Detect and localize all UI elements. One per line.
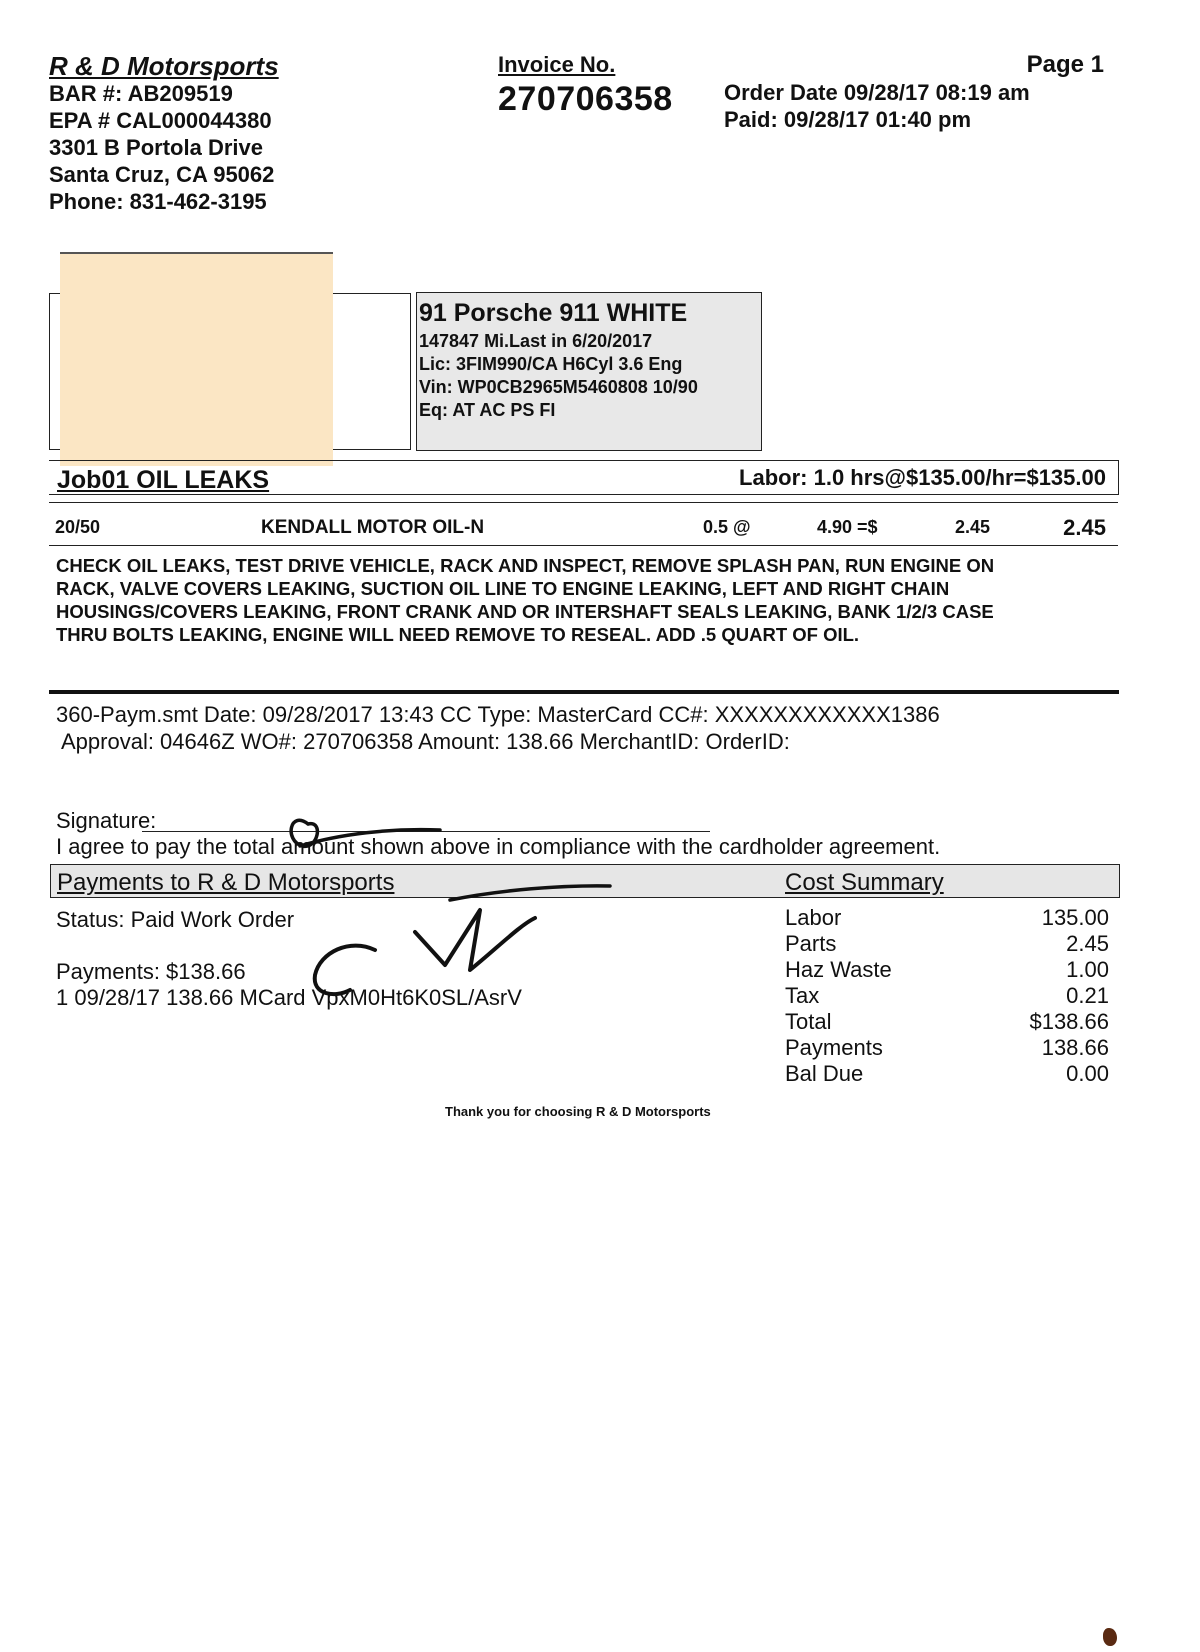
handwritten-signature	[280, 800, 640, 1020]
part-unit-price: 4.90 =$	[817, 517, 878, 537]
cost-summary-header: Cost Summary	[785, 869, 944, 896]
shop-address: 3301 B Portola Drive	[49, 135, 263, 160]
shop-phone: Phone: 831-462-3195	[49, 189, 267, 214]
vehicle-box	[416, 292, 762, 451]
payment-record-line1: 360-Paym.smt Date: 09/28/2017 13:43 CC Type: MasterCard CC#: XXXXXXXXXXXX1386	[56, 702, 940, 727]
cost-label: Parts	[785, 931, 837, 956]
vehicle-vin: Vin: WP0CB2965M5460808 10/90	[419, 377, 698, 397]
cost-value: 138.66	[1041, 1035, 1109, 1060]
signature-label: Signature:	[56, 808, 157, 833]
payment-record	[56, 701, 940, 755]
cardholder-agreement: I agree to pay the total amount shown above in compliance with the cardholder agreement.	[56, 834, 941, 859]
shop-epa-number: EPA # CAL000044380	[49, 108, 272, 133]
vehicle-mileage: 147847 Mi.Last in 6/20/2017	[419, 331, 653, 351]
cost-label: Bal Due	[785, 1061, 864, 1086]
part-quantity: 0.5 @	[703, 517, 751, 537]
cost-label: Tax	[785, 983, 820, 1008]
cost-value: 0.21	[1066, 983, 1109, 1008]
invoice-number: 270706358	[498, 80, 673, 118]
shop-name: R & D Motorsports	[49, 51, 279, 81]
cost-value: 1.00	[1066, 957, 1109, 982]
thank-you-footer: Thank you for choosing R & D Motorsports	[445, 1104, 711, 1119]
order-dates	[724, 79, 1030, 133]
job-note-line: RACK, VALVE COVERS LEAKING, SUCTION OIL LINE TO ENGINE LEAKING, LEFT AND RIGHT CHAIN	[56, 578, 950, 599]
cost-value: 2.45	[1066, 931, 1109, 956]
job-labor: Labor: 1.0 hrs@$135.00/hr=$135.00	[739, 465, 1106, 490]
shop-info	[49, 53, 279, 215]
page-number: Page 1	[1026, 51, 1104, 78]
job-note-line: THRU BOLTS LEAKING, ENGINE WILL NEED REMOVE TO RESEAL. ADD .5 QUART OF OIL.	[56, 624, 860, 645]
job-notes	[56, 554, 994, 646]
paid-date: Paid: 09/28/17 01:40 pm	[724, 107, 972, 132]
payment-entry: 1 09/28/17 138.66 MCard VpxM0Ht6K0SL/AsrV	[56, 985, 522, 1010]
vehicle-title: 91 Porsche 911 WHITE	[419, 299, 688, 327]
job-header	[49, 460, 1119, 495]
job-note-line: CHECK OIL LEAKS, TEST DRIVE VEHICLE, RACK AND INSPECT, REMOVE SPLASH PAN, RUN ENGINE ON	[56, 555, 995, 576]
shop-city: Santa Cruz, CA 95062	[49, 162, 275, 187]
job-title: Job01 OIL LEAKS	[57, 466, 270, 494]
redaction-sticky-note	[60, 252, 333, 466]
cost-label: Total	[785, 1009, 832, 1034]
cost-value: 135.00	[1041, 905, 1109, 930]
section-divider	[49, 690, 1119, 694]
payment-record-line2: Approval: 04646Z WO#: 270706358 Amount: 138.66 MerchantID: OrderID:	[61, 729, 790, 754]
cost-label: Haz Waste	[785, 957, 892, 982]
cost-value: $138.66	[1029, 1009, 1109, 1034]
part-code: 20/50	[55, 517, 101, 537]
cost-label: Labor	[785, 905, 842, 930]
vehicle-license: Lic: 3FIM990/CA H6Cyl 3.6 Eng	[419, 354, 683, 374]
cost-label: Payments	[785, 1035, 883, 1060]
part-line	[49, 502, 1118, 546]
payments-header: Payments to R & D Motorsports	[57, 869, 395, 896]
part-extended: 2.45	[955, 517, 991, 537]
invoice-block	[498, 52, 673, 119]
payment-status: Status: Paid Work Order	[56, 907, 295, 932]
vehicle-equipment: Eq: AT AC PS FI	[419, 400, 556, 420]
shop-bar-number: BAR #: AB209519	[49, 81, 233, 106]
payments-total: Payments: $138.66	[56, 959, 246, 984]
scan-artifact	[1103, 1628, 1117, 1646]
invoice-label: Invoice No.	[498, 52, 616, 77]
part-total: 2.45	[1063, 515, 1106, 540]
part-description: KENDALL MOTOR OIL-N	[261, 517, 485, 538]
job-note-line: HOUSINGS/COVERS LEAKING, FRONT CRANK AND OR INTERSHAFT SEALS LEAKING, BANK 1/2/3 CASE	[56, 601, 994, 622]
order-date: Order Date 09/28/17 08:19 am	[724, 80, 1030, 105]
cost-value: 0.00	[1066, 1061, 1109, 1086]
